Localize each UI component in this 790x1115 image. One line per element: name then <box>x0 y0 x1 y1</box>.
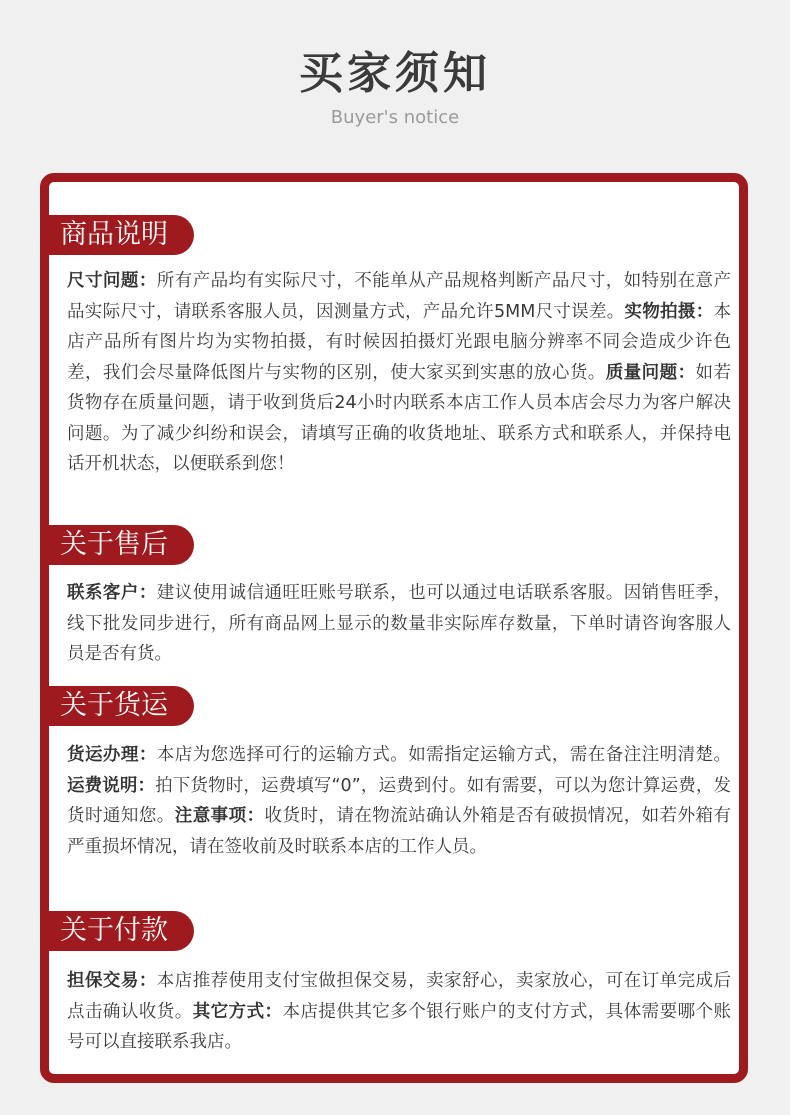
section-body-aftersales <box>67 578 731 670</box>
item-label-other: 其它方式： <box>192 1001 283 1022</box>
section-heading-aftersales: 关于售后 <box>40 525 194 565</box>
section-heading-product: 商品说明 <box>40 215 194 255</box>
section-heading-payment: 关于付款 <box>40 911 194 951</box>
item-text-shipping: 本店为您选择可行的运输方式。如需指定运输方式，需在备注注明清楚。 <box>156 745 732 765</box>
item-label-size: 尺寸问题： <box>67 271 157 291</box>
item-text-escrow: 本店推荐使用支付宝做担保交易，卖家舒心，卖家放心，可在订单完成后点击确认收货。 <box>67 971 732 1022</box>
item-label-photo: 实物拍摄： <box>624 301 714 322</box>
item-text-other: 本店提供其它多个银行账户的支付方式，具体需要哪个账号可以直接联系我店。 <box>67 1001 732 1052</box>
item-label-contact: 联系客户： <box>67 583 157 603</box>
item-text-photo: 本店产品所有图片均为实物拍摄，有时候因拍摄灯光跟电脑分辨率不同会造成少许色差，我们会尽量降低图片与实物的区别，使大家买到实惠的放心货。 <box>67 301 731 383</box>
item-label-notice: 注意事项： <box>174 806 265 826</box>
item-label-escrow: 担保交易： <box>67 971 157 991</box>
section-body-shipping <box>67 740 731 862</box>
item-label-quality: 质量问题： <box>605 362 696 383</box>
page-subtitle: Buyer's notice <box>330 107 460 128</box>
item-label-shipping: 货运办理： <box>67 745 157 765</box>
item-text-freight: 拍下货物时，运费填写“0”，运费到付。如有需要，可以为您计算运费，发货时通知您。 <box>67 775 732 826</box>
section-heading-shipping: 关于货运 <box>40 686 194 726</box>
section-body-payment <box>67 966 731 1058</box>
section-body-product <box>67 266 731 480</box>
item-text-contact: 建议使用诚信通旺旺账号联系，也可以通过电话联系客服。因销售旺季，线下批发同步进行，所有商品网上显示的数量非实际库存数量，下单时请咨询客服人员是否有货。 <box>67 583 732 664</box>
item-text-quality: 如若货物存在质量问题，请于收到货后24小时内联系本店工作人员本店会尽力为客户解决问题。为了减少纠纷和误会，请填写正确的收货地址、联系方式和联系人，并保持电话开机状态，以便联系到您！ <box>67 362 732 474</box>
item-text-notice: 收货时，请在物流站确认外箱是否有破损情况，如若外箱有严重损坏情况，请在签收前及时联系本店的工作人员。 <box>67 806 732 857</box>
item-text-size: 所有产品均有实际尺寸，不能单从产品规格判断产品尺寸，如特别在意产品实际尺寸，请联系客服人员，因测量方式，产品允许5MM尺寸误差。 <box>67 271 732 322</box>
notice-card <box>40 173 748 1083</box>
item-label-freight: 运费说明： <box>67 775 156 796</box>
page-title: 买家须知 <box>299 48 491 99</box>
